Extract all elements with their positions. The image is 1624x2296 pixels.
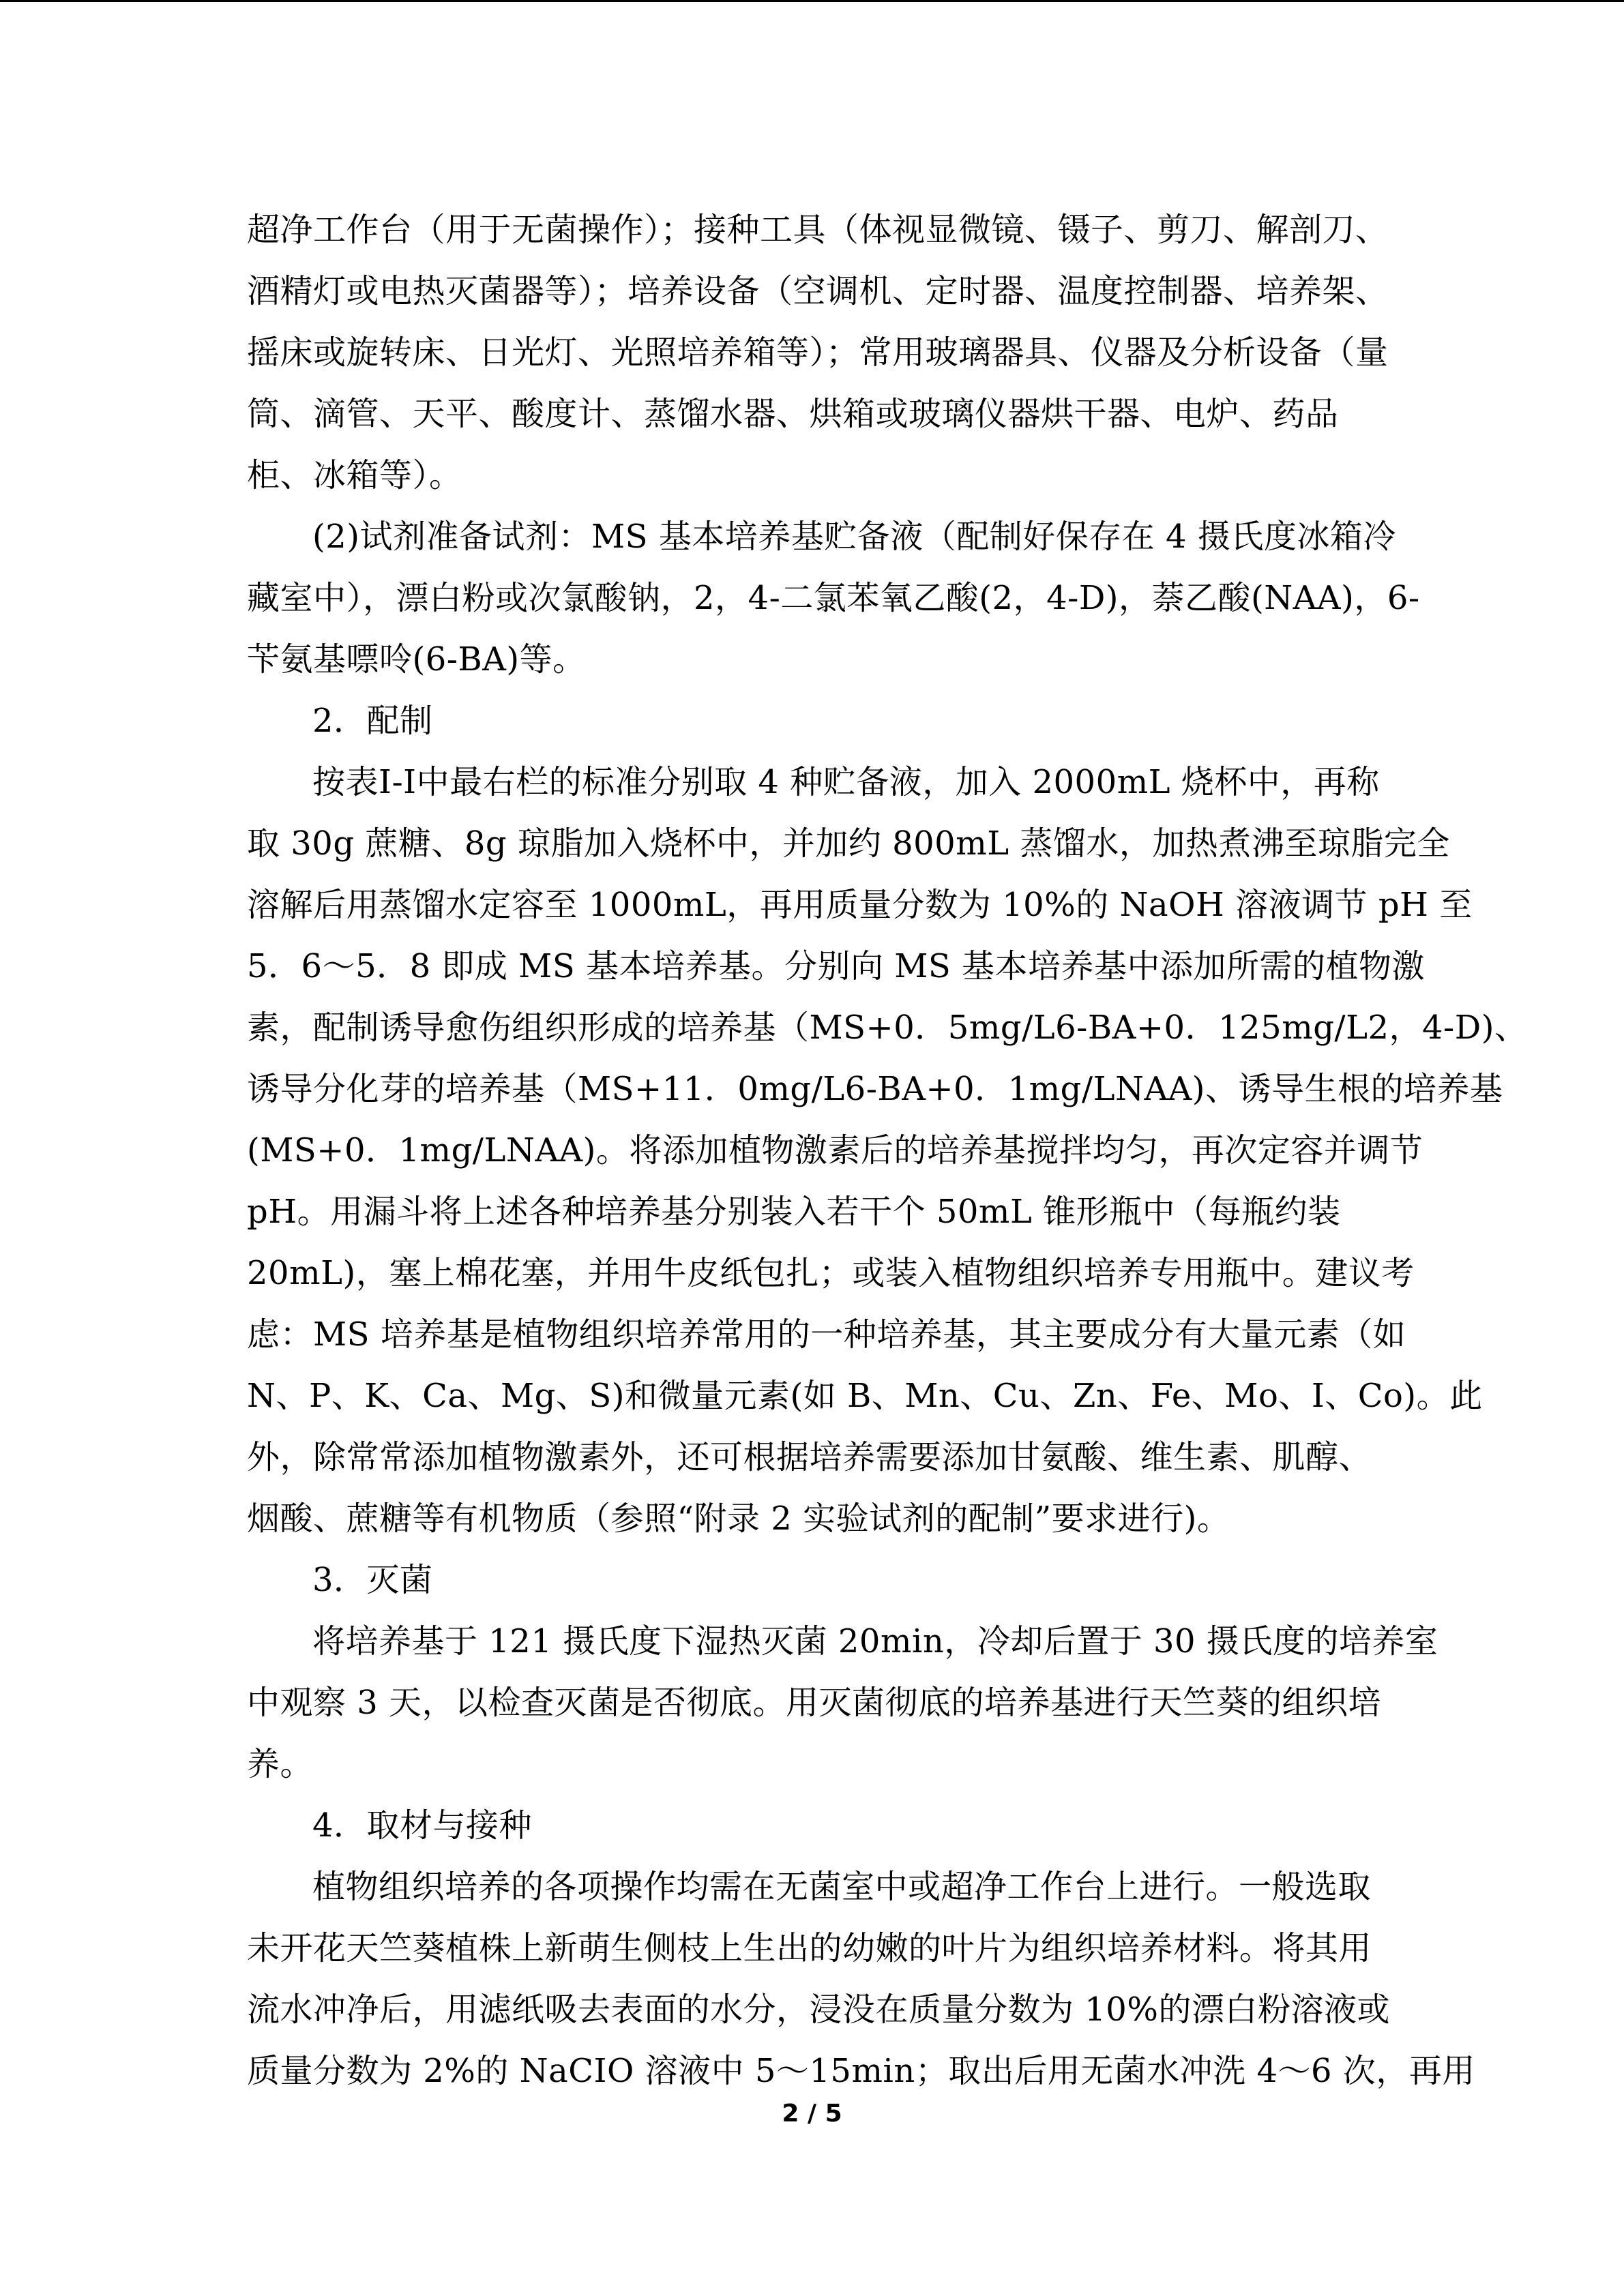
text-line: 养。 (247, 1745, 314, 1783)
section-heading: 4．取材与接种 (312, 1806, 533, 1845)
page-number: 2 / 5 (782, 2100, 842, 2128)
text-line: 超净工作台（用于无菌操作）；接种工具（体视显微镜、镊子、剪刀、解剖刀、 (247, 211, 1389, 249)
text-line: 将培养基于 121 摄氏度下湿热灭菌 20min，冷却后置于 30 摄氏度的培养室 (312, 1622, 1438, 1660)
text-line: 素，配制诱导愈伤组织形成的培养基（MS+0．5mg/L6-BA+0．125mg/L2，4-D)、 (247, 1009, 1528, 1047)
text-line: 流水冲净后，用滤纸吸去表面的水分，浸没在质量分数为 10%的漂白粉溶液或 (247, 1991, 1390, 2029)
text-line: 诱导分化芽的培养基（MS+11．0mg/L6-BA+0．1mg/LNAA)、诱导生根的培养基 (247, 1070, 1503, 1108)
text-line: N、P、K、Ca、Mg、S)和微量元素(如 B、Mn、Cu、Zn、Fe、Mo、I、Co)。此 (247, 1377, 1483, 1415)
text-line: pH。用漏斗将上述各种培养基分别装入若干个 50mL 锥形瓶中（每瓶约装 (247, 1193, 1341, 1231)
text-line: 烟酸、蔗糖等有机物质（参照“附录 2 实验试剂的配制”要求进行)。 (247, 1500, 1230, 1538)
text-line: 溶解后用蒸馏水定容至 1000mL，再用质量分数为 10%的 NaOH 溶液调节 pH 至 (247, 886, 1473, 924)
text-line: 虑：MS 培养基是植物组织培养常用的一种培养基，其主要成分有大量元素（如 (247, 1315, 1406, 1354)
text-line: 中观察 3 天，以检查灭菌是否彻底。用灭菌彻底的培养基进行天竺葵的组织培 (247, 1684, 1382, 1722)
text-line: 20mL)，塞上棉花塞，并用牛皮纸包扎；或装入植物组织培养专用瓶中。建议考 (247, 1254, 1415, 1292)
section-heading: 3．灭菌 (312, 1561, 433, 1599)
text-line: 质量分数为 2%的 NaCIO 溶液中 5～15min；取出后用无菌水冲洗 4～6 次，再用 (247, 2052, 1475, 2090)
top-border-line (0, 0, 1624, 2)
text-line: 按表Ⅰ-Ⅰ中最右栏的标准分别取 4 种贮备液，加入 2000mL 烧杯中，再称 (312, 763, 1380, 801)
text-line: 藏室中），漂白粉或次氯酸钠，2，4-二氯苯氧乙酸(2，4-D)，萘乙酸(NAA)，6- (247, 579, 1420, 617)
text-line: 植物组织培养的各项操作均需在无菌室中或超净工作台上进行。一般选取 (312, 1868, 1372, 1906)
document-body (247, 199, 1528, 2102)
text-line: 酒精灯或电热灭菌器等）；培养设备（空调机、定时器、温度控制器、培养架、 (247, 272, 1389, 310)
text-line: 未开花天竺葵植株上新萌生侧枝上生出的幼嫩的叶片为组织培养材料。将其用 (247, 1929, 1372, 1967)
text-line: (2)试剂准备试剂：MS 基本培养基贮备液（配制好保存在 4 摄氏度冰箱冷 (312, 518, 1396, 556)
text-line: 柜、冰箱等）。 (247, 456, 462, 494)
text-line: 5．6～5．8 即成 MS 基本培养基。分别向 MS 基本培养基中添加所需的植物激 (247, 947, 1426, 985)
text-line: 筒、滴管、天平、酸度计、蒸馏水器、烘箱或玻璃仪器烘干器、电炉、药品 (247, 395, 1339, 433)
text-line: 苄氨基嘌呤(6-BA)等。 (247, 640, 586, 679)
text-line: 取 30g 蔗糖、8g 琼脂加入烧杯中，并加约 800mL 蒸馏水，加热煮沸至琼脂完全 (247, 824, 1450, 863)
text-line: (MS+0．1mg/LNAA)。将添加植物激素后的培养基搅拌均匀，再次定容并调节 (247, 1131, 1423, 1169)
section-heading: 2．配制 (312, 702, 433, 740)
text-line: 摇床或旋转床、日光灯、光照培养箱等）；常用玻璃器具、仪器及分析设备（量 (247, 333, 1389, 372)
text-line: 外，除常常添加植物激素外，还可根据培养需要添加甘氨酸、维生素、肌醇、 (247, 1438, 1372, 1476)
